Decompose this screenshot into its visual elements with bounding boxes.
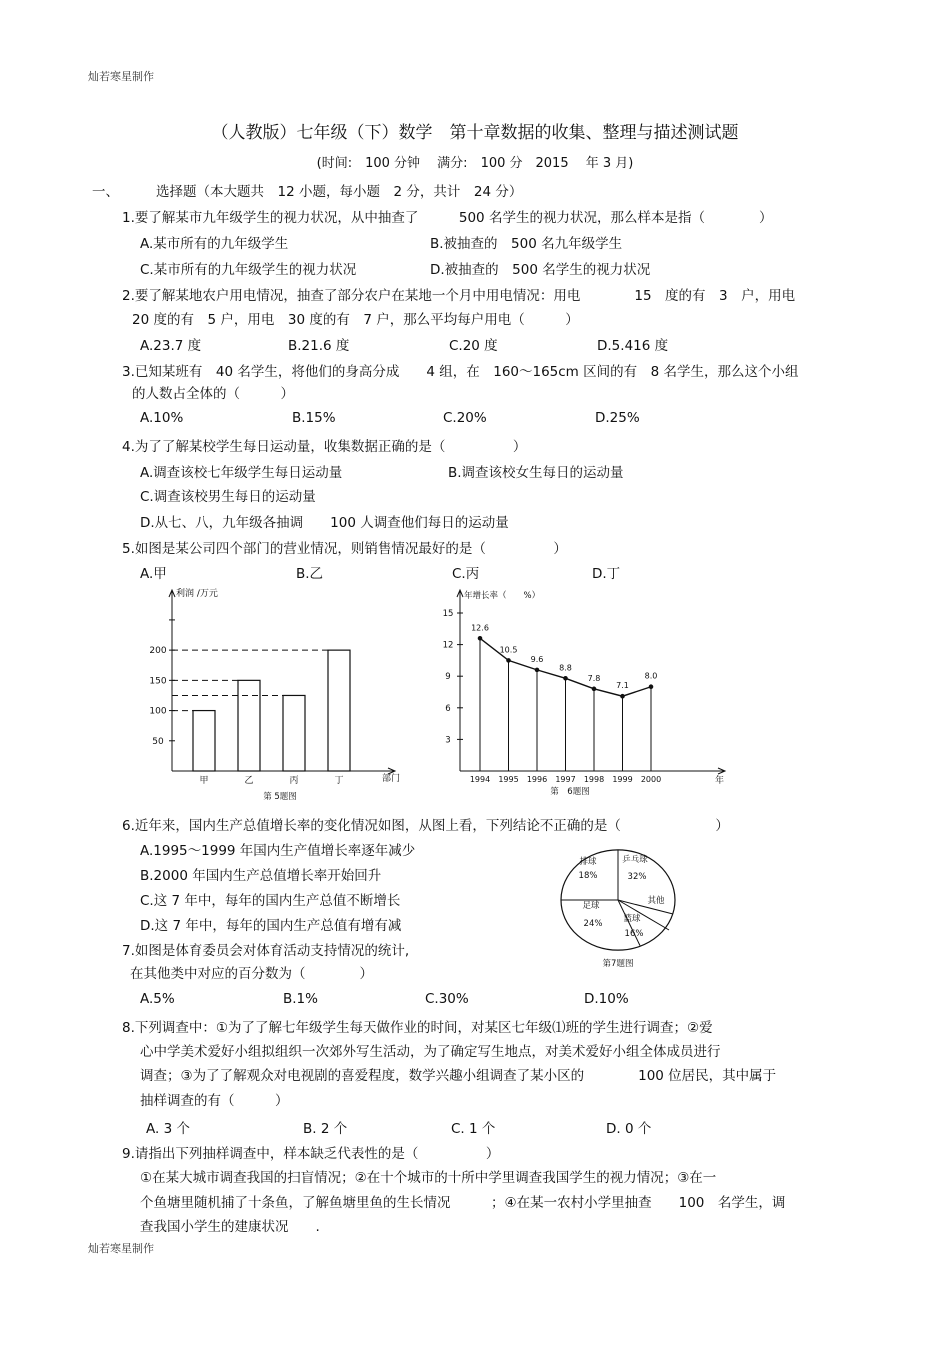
q8-line1: 8.下列调查中：①为了了解七年级学生每天做作业的时间，对某区七年级⑴班的学生进行调查；②爱	[122, 1020, 713, 1036]
y-tick-label: 9	[445, 672, 451, 683]
watermark-top: 灿若寒星制作	[88, 70, 154, 83]
q5-option-d: D.丁	[592, 566, 621, 582]
watermark-bottom: 灿若寒星制作	[88, 1242, 154, 1255]
fig6-line-chart	[430, 582, 730, 807]
x-tick-label: 1995	[498, 775, 519, 784]
data-point	[478, 636, 482, 640]
x-tick-label: 1994	[469, 775, 491, 784]
y-tick-label: 50	[152, 736, 164, 747]
data-point	[592, 687, 596, 691]
q4-option-c: C.调查该校男生每日的运动量	[140, 489, 316, 505]
q8-option-c: C. 1 个	[451, 1121, 496, 1137]
q3-option-d: D.25%	[595, 410, 640, 426]
section-number: 一、	[92, 184, 119, 200]
q2-option-b: B.21.6 度	[288, 338, 350, 354]
x-axis-label: 年	[715, 776, 725, 786]
data-label: 7.1	[616, 681, 629, 691]
q3-line1: 3.已知某班有 40 名学生，将他们的身高分成 4 组，在 160～165cm 区间的有 8 名学生，那么这个小组	[122, 364, 799, 380]
y-tick-label: 12	[442, 640, 454, 651]
q6-option-c: C.这 7 年中，每年的国内生产总值不断增长	[140, 893, 401, 909]
q6-option-a: A.1995～1999 年国内生产值增长率逐年减少	[140, 843, 416, 859]
q7-line1: 7.如图是体育委员会对体育活动支持情况的统计,	[122, 943, 410, 959]
q7-option-d: D.10%	[584, 991, 629, 1007]
slice-value-label: 32%	[627, 872, 647, 882]
page-title: （人教版）七年级（下）数学 第十章数据的收集、整理与描述测试题	[211, 123, 739, 143]
data-point	[621, 694, 625, 698]
q2-option-d: D.5.416 度	[597, 338, 669, 354]
q1-option-a: A.某市所有的九年级学生	[140, 236, 289, 252]
q8-option-b: B. 2 个	[303, 1121, 348, 1137]
q3-option-a: A.10%	[140, 410, 184, 426]
y-tick-label: 15	[442, 609, 454, 619]
x-tick-label: 1996	[526, 775, 548, 784]
data-label: 8.8	[559, 663, 572, 673]
q1-option-d: D.被抽查的 500 名学生的视力状况	[430, 262, 651, 278]
y-tick-label: 100	[149, 706, 167, 717]
q1-option-c: C.某市所有的九年级学生的视力状况	[140, 262, 357, 278]
q7-option-b: B.1%	[283, 991, 318, 1007]
fig7-pie-chart	[555, 842, 715, 977]
y-tick-label: 200	[149, 646, 167, 657]
q8-line3: 调查；③为了了解观众对电视剧的喜爱程度，数学兴趣小组调查了某小区的 100 位居民，其中属于	[140, 1068, 777, 1084]
data-point	[564, 677, 568, 681]
q5-option-a: A.甲	[140, 566, 167, 582]
data-label: 10.5	[499, 645, 518, 655]
q3-option-c: C.20%	[443, 410, 487, 426]
bar	[193, 711, 215, 771]
q2-option-c: C.20 度	[449, 338, 498, 354]
q9-line1: ①在某大城市调查我国的扫盲情况；②在十个城市的十所中学里调查我国学生的视力情况；③在一	[140, 1170, 717, 1186]
q8-option-a: A. 3 个	[146, 1121, 190, 1137]
x-axis-label: 部门	[382, 774, 401, 784]
q1-option-b: B.被抽查的 500 名九年级学生	[430, 236, 623, 252]
chart-caption: 第 5题图	[263, 792, 297, 802]
x-tick-label: 1998	[583, 775, 605, 784]
q5-stem: 5.如图是某公司四个部门的营业情况，则销售情况最好的是（ ）	[122, 541, 567, 557]
data-label: 8.0	[644, 671, 658, 681]
data-label: 7.8	[587, 673, 601, 683]
x-tick-label: 丁	[334, 776, 344, 786]
y-tick-label: 3	[445, 735, 451, 746]
q9-line2: 个鱼塘里随机捕了十条鱼，了解鱼塘里鱼的生长情况 ；④在某一农村小学里抽查 100 名学生，调	[140, 1195, 786, 1211]
slice-value-label: 16%	[624, 929, 644, 939]
data-point	[535, 668, 539, 672]
chart-caption: 第 6题图	[550, 787, 590, 797]
q8-option-d: D. 0 个	[606, 1121, 652, 1137]
q8-line4: 抽样调查的有（ ）	[140, 1093, 289, 1109]
data-point	[649, 685, 653, 689]
q5-option-b: B.乙	[296, 566, 324, 582]
data-point	[507, 659, 511, 663]
y-tick-label: 6	[445, 703, 451, 714]
slice-name-label: 篮球	[623, 914, 641, 924]
q7-line2: 在其他类中对应的百分数为（ ）	[130, 966, 373, 982]
q5-option-c: C.丙	[452, 566, 480, 582]
y-tick-label: 150	[149, 676, 167, 687]
q4-option-b: B.调查该校女生每日的运动量	[448, 465, 624, 481]
q9-stem: 9.请指出下列抽样调查中，样本缺乏代表性的是（ ）	[122, 1146, 500, 1162]
data-label: 12.6	[471, 623, 489, 633]
slice-name-label: 排球	[579, 857, 597, 867]
q7-option-c: C.30%	[425, 991, 469, 1007]
bar	[328, 650, 350, 771]
section-heading: 选择题（本大题共 12 小题，每小题 2 分，共计 24 分）	[156, 184, 523, 200]
q2-line1: 2.要了解某地农户用电情况，抽查了部分农户在某地一个月中用电情况：用电 15 度的有 3 户，用电	[122, 288, 796, 304]
data-label: 9.6	[530, 654, 544, 664]
q2-line2: 20 度的有 5 户，用电 30 度的有 7 户，那么平均每户用电（ ）	[132, 312, 579, 328]
q4-option-a: A.调查该校七年级学生每日运动量	[140, 465, 343, 481]
q8-line2: 心中学美术爱好小组拟组织一次郊外写生活动，为了确定写生地点，对美术爱好小组全体成员进行	[140, 1044, 721, 1060]
x-tick-label: 甲	[199, 776, 209, 786]
x-tick-label: 丙	[289, 776, 299, 786]
q4-option-d: D.从七、八，九年级各抽调 100 人调查他们每日的运动量	[140, 515, 509, 531]
x-tick-label: 1999	[612, 775, 633, 784]
q6-stem: 6.近年来，国内生产总值增长率的变化情况如图，从图上看，下列结论不正确的是（ ）	[122, 818, 729, 834]
fig5-bar-chart	[130, 582, 430, 807]
q6-option-b: B.2000 年国内生产总值增长率开始回升	[140, 868, 382, 884]
bar	[283, 695, 305, 771]
slice-value-label: 18%	[578, 871, 598, 881]
q3-line2: 的人数占全体的（ ）	[132, 386, 294, 402]
q2-option-a: A.23.7 度	[140, 338, 202, 354]
slice-name-label: 足球	[582, 901, 600, 911]
q6-option-d: D.这 7 年中，每年的国内生产总值有增有减	[140, 918, 402, 934]
slice-name-label: 其他	[647, 896, 665, 906]
chart-caption: 第7题图	[602, 959, 634, 969]
y-axis-label: 利润 /万元	[176, 589, 218, 599]
x-tick-label: 1997	[555, 775, 576, 784]
x-tick-label: 2000	[640, 775, 662, 784]
q1-stem: 1.要了解某市九年级学生的视力状况，从中抽查了 500 名学生的视力状况，那么样本是指（ ）	[122, 210, 773, 226]
q9-line3: 查我国小学生的建康状况 .	[140, 1219, 320, 1235]
q3-option-b: B.15%	[292, 410, 336, 426]
slice-name-label: 乒乓球	[622, 855, 648, 865]
bar	[238, 680, 260, 771]
exam-info: (时间: 100 分钟 满分: 100 分 2015 年 3 月)	[316, 156, 634, 171]
q7-option-a: A.5%	[140, 991, 175, 1007]
y-axis-label: 年增长率（ %）	[464, 591, 541, 601]
q4-stem: 4.为了了解某校学生每日运动量，收集数据正确的是（ ）	[122, 439, 527, 455]
slice-value-label: 24%	[583, 919, 603, 929]
x-tick-label: 乙	[244, 776, 254, 786]
